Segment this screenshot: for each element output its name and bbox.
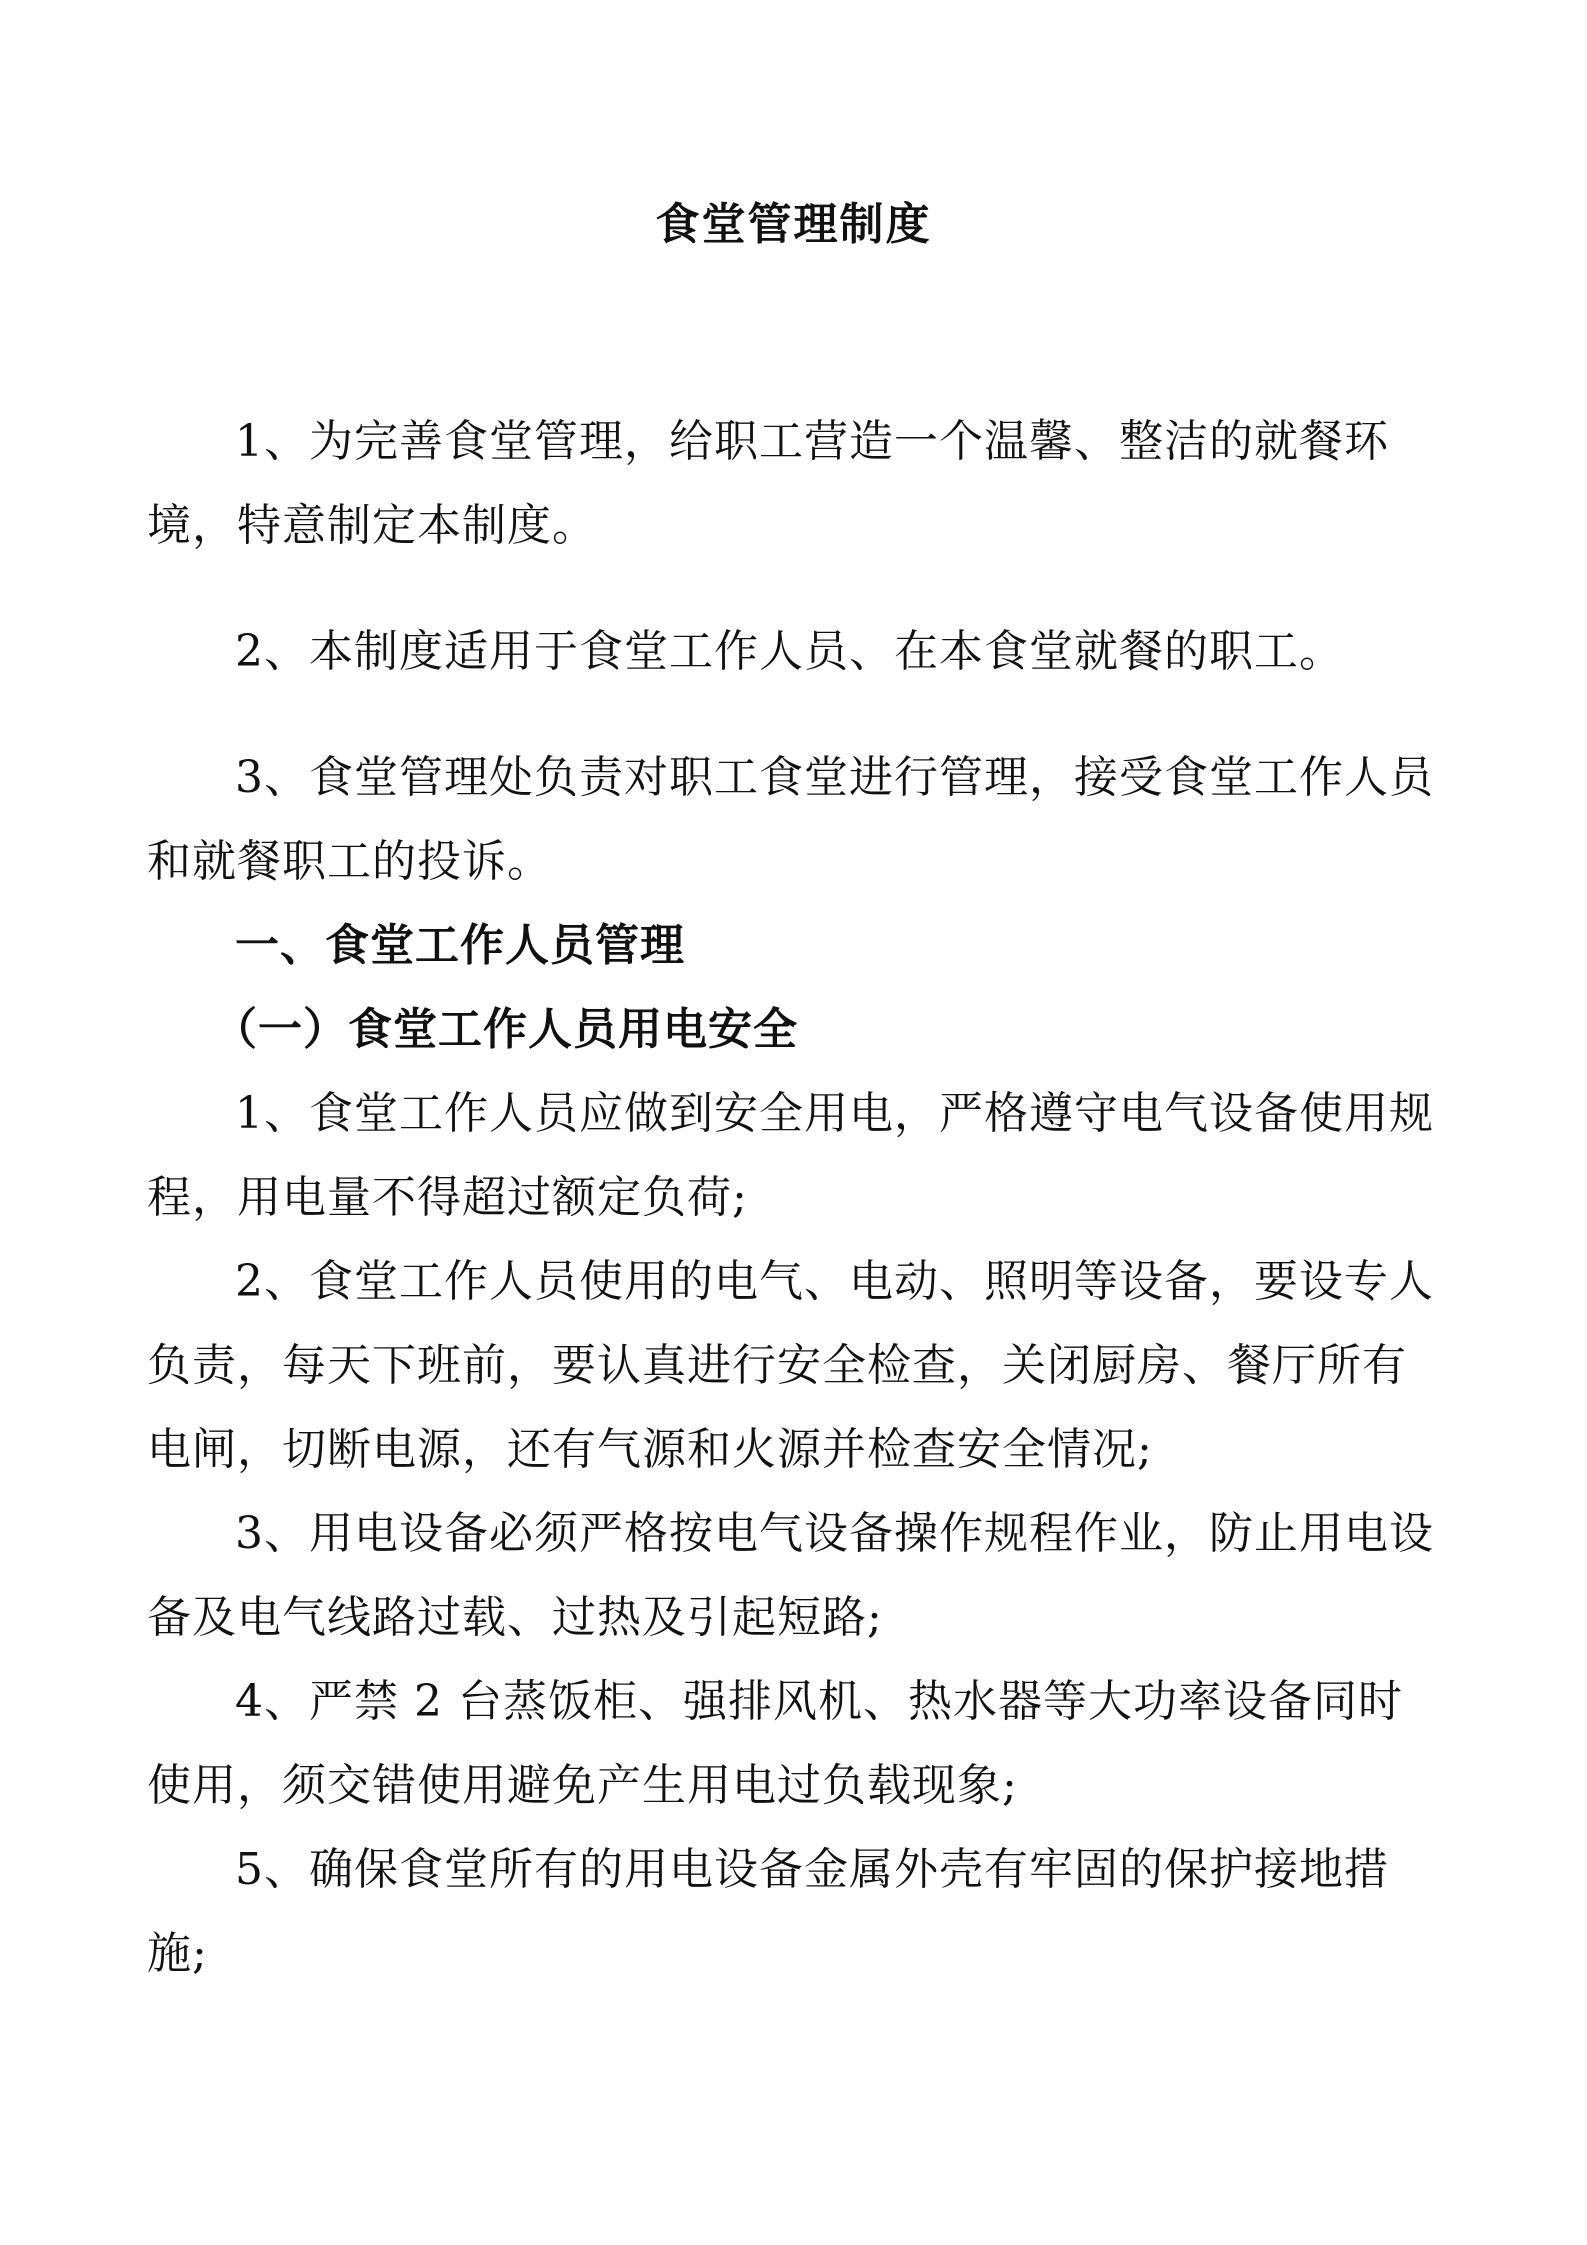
intro-paragraph-3: 3、食堂管理处负责对职工食堂进行管理，接受食堂工作人员和就餐职工的投诉。: [147, 752, 1434, 887]
intro-paragraph-2: 2、本制度适用于食堂工作人员、在本食堂就餐的职工。: [235, 626, 1344, 677]
list-item-3: 3、用电设备必须严格按电气设备操作规程作业，防止用电设备及电气线路过载、过热及引起短路;: [147, 1508, 1434, 1643]
list-item-5: 5、确保食堂所有的用电设备金属外壳有牢固的保护接地措施;: [147, 1844, 1389, 1979]
list-item-1: 1、食堂工作人员应做到安全用电，严格遵守电气设备使用规程，用电量不得超过额定负荷;: [147, 1088, 1434, 1223]
page-title: 食堂管理制度: [655, 199, 932, 250]
document-body: [147, 400, 1447, 1996]
subsection-heading: （一）食堂工作人员用电安全: [213, 1004, 798, 1055]
list-item-4: 4、严禁 2 台蒸饭柜、强排风机、热水器等大功率设备同时使用，须交错使用避免产生用电过负载现象;: [147, 1676, 1403, 1811]
section-heading: 一、食堂工作人员管理: [235, 920, 685, 971]
list-item-2: 2、食堂工作人员使用的电气、电动、照明等设备，要设专人负责，每天下班前，要认真进行安全检查，关闭厨房、餐厅所有电闸，切断电源，还有气源和火源并检查安全情况;: [147, 1256, 1434, 1475]
intro-paragraph-1: 1、为完善食堂管理，给职工营造一个温馨、整洁的就餐环境，特意制定本制度。: [147, 416, 1389, 551]
